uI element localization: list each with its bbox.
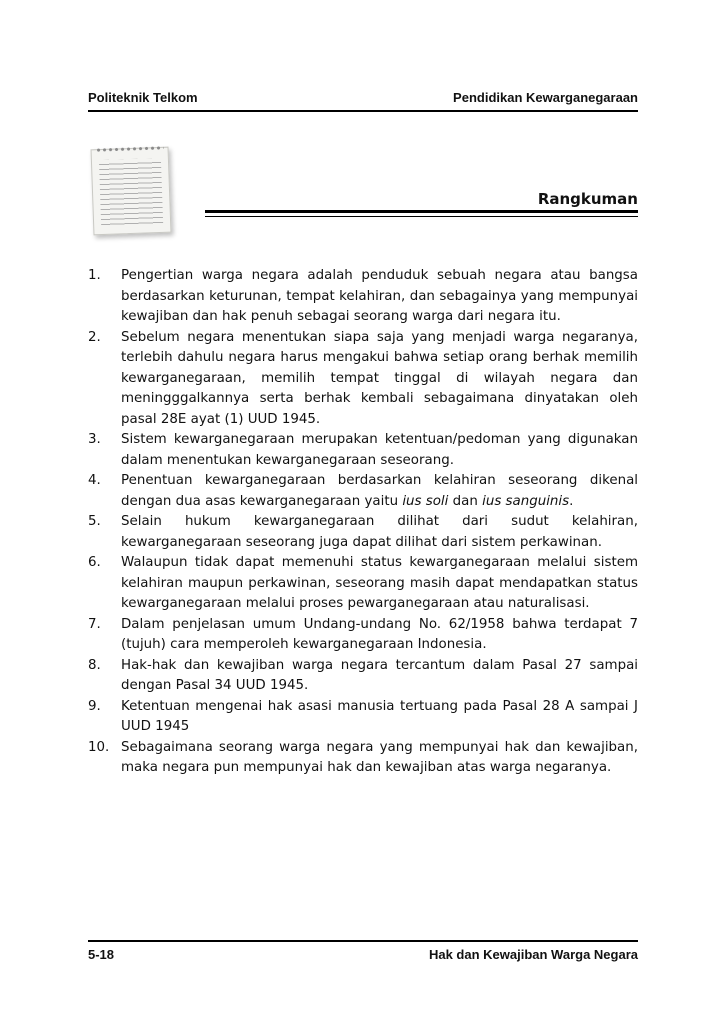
- summary-item-text: Selain hukum kewarganegaraan dilihat dari sudut kelahiran, kewarganegaraan seseorang juga dapat dilihat dari sistem perkawinan.: [121, 514, 638, 550]
- summary-item-text: Ketentuan mengenai hak asasi manusia tertuang pada Pasal 28 A sampai J UUD 1945: [121, 698, 638, 734]
- page-footer: [88, 940, 638, 962]
- summary-item: [88, 553, 638, 615]
- page-header: [88, 88, 638, 112]
- summary-item-number: 7.: [88, 616, 101, 632]
- summary-item-term: ius sanguinis: [482, 493, 570, 509]
- summary-item: [88, 512, 638, 553]
- page-number: 5-18: [88, 947, 115, 962]
- notepad-icon: [91, 147, 172, 236]
- summary-item-number: 10.: [88, 739, 110, 755]
- summary-item-number: 1.: [88, 268, 101, 283]
- header-institution: Politeknik Telkom: [88, 90, 198, 105]
- summary-item-text: Sebagaimana seorang warga negara yang mempunyai hak dan kewajiban, maka negara pun mempunyai hak dan kewajiban atas warga negaranya.: [121, 739, 638, 775]
- summary-item-number: 6.: [88, 555, 101, 570]
- summary-item-number: 8.: [88, 657, 101, 673]
- summary-item-text: Sistem kewarganegaraan merupakan ketentuan/pedoman yang digunakan dalam menentukan kewarganegaraan seseorang.: [121, 432, 638, 468]
- summary-item: [88, 615, 638, 656]
- summary-item: [88, 266, 638, 328]
- footer-chapter-title: Hak dan Kewajiban Warga Negara: [428, 947, 638, 962]
- summary-item-number: 2.: [88, 329, 101, 345]
- summary-item-number: 4.: [88, 473, 101, 488]
- summary-item-text: Pengertian warga negara adalah penduduk sebuah negara atau bangsa berdasarkan keturunan, tempat kelahiran, dan sebagainya yang mempunyai kewajiban dan hak penuh sebagai seorang warga dari negara itu.: [121, 268, 638, 324]
- section-title-rule: [205, 210, 638, 217]
- summary-item-text: dan: [448, 493, 483, 509]
- summary-item: [88, 656, 638, 697]
- summary-list: [88, 266, 638, 779]
- summary-item-text: .: [569, 493, 574, 509]
- summary-item: [88, 471, 638, 512]
- summary-item: [88, 697, 638, 738]
- summary-item-text: Sebelum negara menentukan siapa saja yang menjadi warga negaranya, terlebih dahulu negara harus mengakui bahwa setiap orang berhak memilih kewarganegaraan, memilih tempat tinggal di wilayah negara dan meningggalkannya serta berhak kembali sebagaimana dinyatakan oleh pasal 28E ayat (1) UUD 1945.: [121, 329, 638, 427]
- header-course: Pendidikan Kewarganegaraan: [453, 90, 638, 105]
- summary-item-text: Penentuan kewarganegaraan berdasarkan kelahiran seseorang dikenal dengan dua asas kewarganegaraan yaitu: [121, 473, 638, 509]
- summary-item-number: 3.: [88, 432, 101, 447]
- summary-item-number: 5.: [88, 514, 101, 529]
- summary-item-text: Walaupun tidak dapat memenuhi status kewarganegaraan melalui sistem kelahiran maupun perkawinan, seseorang masih dapat mendapatkan status kewarganegaraan melalui proses pewarganegaraan atau naturalisasi.: [121, 555, 638, 611]
- summary-item-term: ius soli: [402, 493, 449, 509]
- notepad-spiral: [95, 145, 163, 153]
- summary-item-text: Dalam penjelasan umum Undang-undang No. 62/1958 bahwa terdapat 7 (tujuh) cara memperoleh kewarganegaraan Indonesia.: [121, 616, 638, 652]
- summary-item-text: Hak-hak dan kewajiban warga negara tercantum dalam Pasal 27 sampai dengan Pasal 34 UUD 1945.: [121, 657, 638, 693]
- section-title: Rangkuman: [537, 190, 638, 208]
- summary-item: [88, 738, 638, 779]
- summary-item-number: 9.: [88, 698, 101, 714]
- notepad-lines: [99, 158, 163, 228]
- summary-item: [88, 430, 638, 471]
- summary-item: [88, 328, 638, 431]
